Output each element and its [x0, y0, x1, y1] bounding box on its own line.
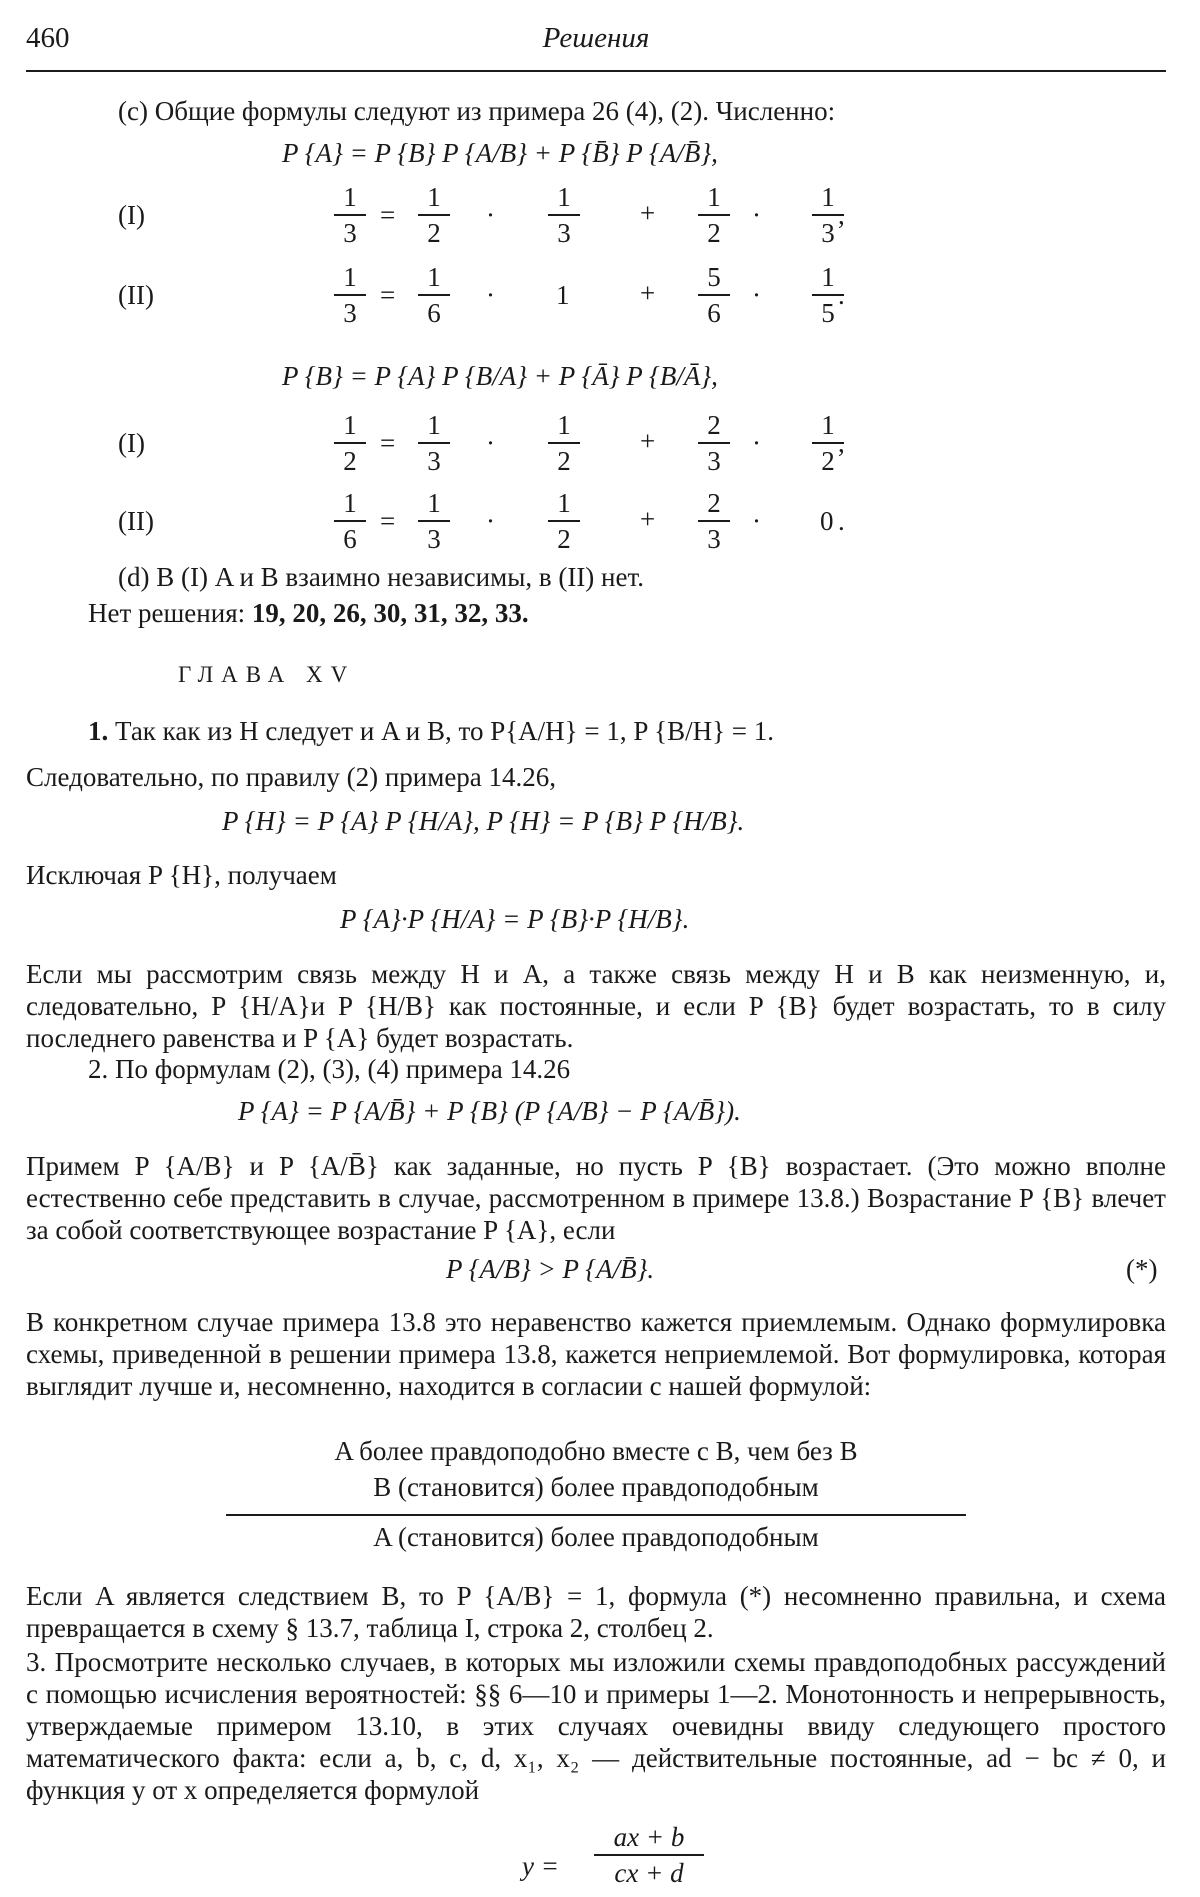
equals-sign: = — [380, 506, 396, 536]
p1-line2: Следовательно, по правилу (2) примера 14.26, — [26, 762, 557, 792]
formula-a: P {A} = P {B} P {A/B} + P {B̄} P {A/B̄}, — [282, 138, 718, 168]
scheme-conclusion: A (становится) более правдоподобным — [373, 1522, 819, 1552]
p1-line3: Исключая P {H}, получаем — [26, 860, 337, 890]
y-denominator: cx + d — [614, 1858, 684, 1888]
scheme-rule — [226, 1514, 966, 1516]
fraction — [694, 262, 734, 328]
p1-number: 1. — [88, 716, 109, 746]
plus-sign: + — [640, 504, 656, 534]
row-label: (I) — [118, 200, 145, 230]
punctuation: , — [838, 428, 845, 458]
term: 1 — [556, 280, 570, 310]
fraction-bar — [418, 520, 450, 522]
denominator: 3 — [427, 524, 441, 554]
fraction — [694, 182, 734, 248]
fraction-bar — [334, 214, 366, 216]
times-dot: · — [752, 506, 761, 536]
fraction — [694, 488, 734, 554]
times-dot: · — [752, 280, 761, 310]
times-dot: · — [486, 506, 495, 536]
fraction-bar — [334, 520, 366, 522]
y-lhs: y = — [522, 1851, 559, 1881]
denominator: 2 — [557, 446, 571, 476]
plus-sign: + — [640, 198, 656, 228]
chapter-heading: ГЛАВА XV — [178, 662, 356, 687]
y-fraction-bar — [594, 1854, 704, 1856]
p1-line1-text: Так как из H следует и A и B, то P{A/H} = 1, P {B/H} = 1. — [115, 716, 775, 746]
fraction-bar — [334, 442, 366, 444]
fraction-bar — [418, 442, 450, 444]
punctuation: , — [838, 200, 845, 230]
times-dot: · — [752, 428, 761, 458]
denominator: 2 — [427, 218, 441, 248]
numerator: 1 — [557, 488, 571, 518]
page-header — [26, 22, 1166, 62]
equals-sign: = — [380, 280, 396, 310]
fraction-bar — [418, 214, 450, 216]
y-numerator: ax + b — [613, 1822, 685, 1852]
numerator: 1 — [427, 262, 441, 292]
y-fraction — [594, 1822, 704, 1888]
fraction — [414, 488, 454, 554]
times-dot: · — [486, 428, 495, 458]
p1-formula: P {H} = P {A} P {H/A}, P {H} = P {B} P {H/B}. — [222, 806, 745, 836]
denominator: 3 — [557, 218, 571, 248]
no-solution-numbers: 19, 20, 26, 30, 31, 32, 33. — [251, 598, 529, 628]
no-solution-line — [88, 600, 529, 627]
running-title: Решения — [542, 22, 650, 54]
fraction — [544, 410, 584, 476]
p2-text: Примем P {A/B} и P {A/B̄} как заданные, но пусть P {B} возрастает. (Это можно вполне естественно себе представить в случае, рассмотренном в примере 13.8.) Возрастание P {B} влечет за собой соответствующее возрастание P {A}, если — [26, 1151, 1166, 1245]
times-dot: · — [486, 280, 495, 310]
scheme-premise-2: B (становится) более правдоподобным — [373, 1472, 819, 1502]
times-dot: · — [752, 200, 761, 230]
fraction — [544, 488, 584, 554]
numerator: 1 — [343, 262, 357, 292]
numerator: 1 — [557, 410, 571, 440]
p1-line1 — [88, 718, 774, 745]
numerator: 1 — [707, 182, 721, 212]
denominator: 6 — [707, 298, 721, 328]
p2-text3: Если A является следствием B, то P {A/B} = 1, формула (*) несомненно правильна, и схема превращается в схему § 13.7, таблица I, строка 2, столбец 2. — [26, 1581, 1166, 1643]
fraction-bar — [698, 214, 730, 216]
numerator: 1 — [427, 488, 441, 518]
p1-formula2: P {A}·P {H/A} = P {B}·P {H/B}. — [340, 904, 690, 934]
denominator: 5 — [821, 298, 835, 328]
fraction — [694, 410, 734, 476]
p1-text: Если мы рассмотрим связь между H и A, а также связь между H и B как неизменную, и, следовательно, P {H/A}и P {H/B} как постоянные, и если P {B} будет возрастать, то в силу последнего равенства и P {A} будет возрастать. — [26, 959, 1166, 1053]
numerator: 2 — [707, 410, 721, 440]
formula-b: P {B} = P {A} P {B/A} + P {Ā} P {B/Ā}, — [282, 361, 718, 391]
fraction — [414, 182, 454, 248]
denominator: 3 — [821, 218, 835, 248]
numerator: 2 — [707, 488, 721, 518]
fraction-bar — [698, 520, 730, 522]
page-number: 460 — [26, 22, 70, 54]
scheme-premise-1: A более правдоподобно вместе с B, чем без B — [334, 1436, 858, 1466]
times-dot: · — [486, 200, 495, 230]
row-label: (I) — [118, 428, 145, 458]
fraction-bar — [548, 520, 580, 522]
p3-text: 3. Просмотрите несколько случаев, в которых мы изложили схемы правдоподобных рассуждений с помощью исчисления вероятностей: §§ 6—10 и примеры 1—2. Монотонность и непрерывность, утверждаемые примером 13.10, в этих случаях очевидны ввиду следующего простого математического факта: если a, b, c, d, x₁, x₂ — действительные постоянные, ad − bc ≠ 0, и функция y от x определяется формулой — [26, 1647, 1166, 1805]
denominator: 2 — [707, 218, 721, 248]
equals-sign: = — [380, 200, 396, 230]
denominator: 3 — [707, 446, 721, 476]
plus-sign: + — [640, 278, 656, 308]
numerator: 1 — [343, 182, 357, 212]
denominator: 3 — [343, 218, 357, 248]
row-label: (II) — [118, 506, 154, 536]
denominator: 3 — [707, 524, 721, 554]
numerator: 5 — [707, 262, 721, 292]
denominator: 3 — [427, 446, 441, 476]
term: 0 — [820, 506, 834, 536]
fraction — [414, 410, 454, 476]
fraction — [414, 262, 454, 328]
fraction-bar — [548, 442, 580, 444]
denominator: 3 — [343, 298, 357, 328]
numerator: 1 — [343, 410, 357, 440]
denominator: 2 — [343, 446, 357, 476]
fraction-bar — [698, 442, 730, 444]
part-c-intro: (c) Общие формулы следуют из примера 26 (4), (2). Численно: — [118, 96, 836, 126]
fraction-bar — [334, 294, 366, 296]
denominator: 2 — [557, 524, 571, 554]
numerator: 1 — [821, 410, 835, 440]
p2-inequality: P {A/B} > P {A/B̄}. — [446, 1254, 655, 1284]
p2-formula: P {A} = P {A/B̄} + P {B} (P {A/B} − P {A/B̄}). — [238, 1096, 741, 1126]
plus-sign: + — [640, 426, 656, 456]
p2-text2: В конкретном случае примера 13.8 это неравенство кажется приемлемым. Однако формулировка схемы, приведенной в решении примера 13.8, кажется неприемлемой. Вот формулировка, которая выглядит лучше и, несомненно, находится в согласии с нашей формулой: — [26, 1307, 1166, 1401]
punctuation: . — [838, 280, 845, 310]
no-solution-label: Нет решения: — [88, 598, 246, 628]
row-label: (II) — [118, 280, 154, 310]
numerator: 1 — [557, 182, 571, 212]
header-rule — [26, 70, 1166, 72]
fraction — [330, 488, 370, 554]
fraction — [330, 410, 370, 476]
numerator: 1 — [821, 182, 835, 212]
denominator: 2 — [821, 446, 835, 476]
numerator: 1 — [427, 182, 441, 212]
punctuation: . — [838, 506, 845, 536]
numerator: 1 — [427, 410, 441, 440]
fraction — [544, 182, 584, 248]
p2-tag: (*) — [1126, 1254, 1158, 1284]
fraction — [330, 262, 370, 328]
p2-intro: 2. По формулам (2), (3), (4) примера 14.26 — [88, 1054, 571, 1084]
denominator: 6 — [343, 524, 357, 554]
fraction-bar — [548, 214, 580, 216]
fraction — [330, 182, 370, 248]
part-d: (d) В (I) A и B взаимно независимы, в (II) нет. — [118, 562, 644, 592]
numerator: 1 — [343, 488, 357, 518]
fraction-bar — [698, 294, 730, 296]
equals-sign: = — [380, 428, 396, 458]
numerator: 1 — [821, 262, 835, 292]
fraction-bar — [418, 294, 450, 296]
denominator: 6 — [427, 298, 441, 328]
